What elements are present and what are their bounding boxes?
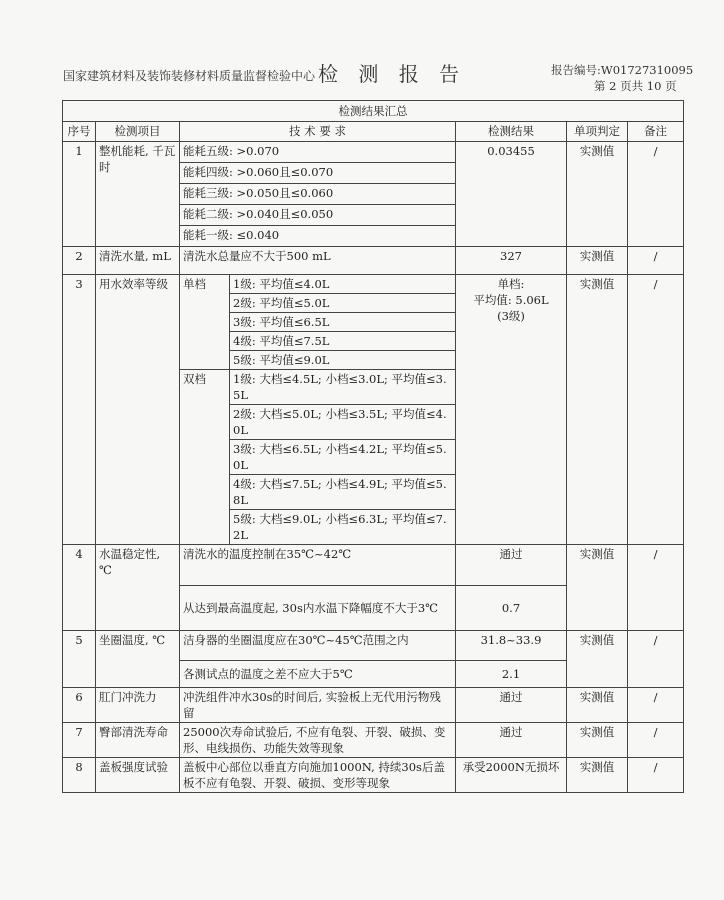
requirement: 3级: 平均值≤6.5L xyxy=(230,313,456,332)
test-item: 清洗水量, mL xyxy=(96,247,180,275)
report-number: 报告编号:W01727310095 xyxy=(551,63,694,77)
note: / xyxy=(628,723,684,758)
test-item: 盖板强度试验 xyxy=(96,758,180,793)
test-item: 整机能耗, 千瓦时 xyxy=(96,142,180,247)
requirement: 1级: 大档≤4.5L; 小档≤3.0L; 平均值≤3.5L xyxy=(230,370,456,405)
requirement: 5级: 大档≤9.0L; 小档≤6.3L; 平均值≤7.2L xyxy=(230,510,456,545)
verdict: 实测值 xyxy=(567,758,628,793)
requirement: 能耗三级: >0.050且≤0.060 xyxy=(180,184,456,205)
requirement: 清洗水的温度控制在35℃~42℃ xyxy=(180,545,456,586)
row-number: 3 xyxy=(63,275,96,545)
result-line: (3级) xyxy=(497,309,525,323)
table-row xyxy=(63,545,684,586)
note: / xyxy=(628,688,684,723)
sub-label: 单档 xyxy=(180,275,230,370)
test-result: 31.8~33.9 xyxy=(456,631,567,661)
table-row xyxy=(63,723,684,758)
col-header: 技 术 要 求 xyxy=(180,122,456,142)
col-header: 序号 xyxy=(63,122,96,142)
requirement: 2级: 大档≤5.0L; 小档≤3.5L; 平均值≤4.0L xyxy=(230,405,456,440)
table-row xyxy=(63,275,684,294)
row-number: 5 xyxy=(63,631,96,688)
test-result: 0.03455 xyxy=(456,142,567,247)
verdict: 实测值 xyxy=(567,247,628,275)
col-header: 备注 xyxy=(628,122,684,142)
requirement: 各测试点的温度之差不应大于5℃ xyxy=(180,661,456,688)
test-result: 2.1 xyxy=(456,661,567,688)
note: / xyxy=(628,247,684,275)
requirement: 清洗水总量应不大于500 mL xyxy=(180,247,456,275)
col-header: 检测项目 xyxy=(96,122,180,142)
table-row xyxy=(63,688,684,723)
note: / xyxy=(628,275,684,545)
requirement: 能耗四级: >0.060且≤0.070 xyxy=(180,163,456,184)
requirement: 从达到最高温度起, 30s内水温下降幅度不大于3℃ xyxy=(180,586,456,631)
note: / xyxy=(628,631,684,688)
verdict: 实测值 xyxy=(567,723,628,758)
row-number: 1 xyxy=(63,142,96,247)
verdict: 实测值 xyxy=(567,275,628,545)
requirement: 2级: 平均值≤5.0L xyxy=(230,294,456,313)
test-item: 坐圈温度, ℃ xyxy=(96,631,180,688)
row-number: 4 xyxy=(63,545,96,631)
note: / xyxy=(628,545,684,631)
test-result: 通过 xyxy=(456,723,567,758)
table-row xyxy=(63,142,684,163)
requirement: 25000次寿命试验后, 不应有龟裂、开裂、破损、变形、电线损伤、功能失效等现象 xyxy=(180,723,456,758)
table-row xyxy=(63,631,684,661)
requirement: 盖板中心部位以垂直方向施加1000N, 持续30s后盖板不应有龟裂、开裂、破损、变形等现象 xyxy=(180,758,456,793)
verdict: 实测值 xyxy=(567,631,628,688)
col-header: 单项判定 xyxy=(567,122,628,142)
requirement: 1级: 平均值≤4.0L xyxy=(230,275,456,294)
page-indicator: 第 2 页共 10 页 xyxy=(594,79,677,93)
verdict: 实测值 xyxy=(567,545,628,631)
row-number: 6 xyxy=(63,688,96,723)
requirement: 冲洗组件冲水30s的时间后, 实验板上无代用污物残留 xyxy=(180,688,456,723)
row-number: 2 xyxy=(63,247,96,275)
test-result xyxy=(456,275,567,545)
requirement: 能耗二级: >0.040且≤0.050 xyxy=(180,205,456,226)
test-result: 0.7 xyxy=(456,586,567,631)
test-result: 承受2000N无损坏 xyxy=(456,758,567,793)
test-result: 通过 xyxy=(456,545,567,586)
requirement: 4级: 大档≤7.5L; 小档≤4.9L; 平均值≤5.8L xyxy=(230,475,456,510)
test-item: 臀部清洗寿命 xyxy=(96,723,180,758)
requirement: 能耗一级: ≤0.040 xyxy=(180,226,456,247)
result-line: 平均值: 5.06L xyxy=(473,293,549,307)
requirement: 洁身器的坐圈温度应在30℃~45℃范围之内 xyxy=(180,631,456,661)
note: / xyxy=(628,142,684,247)
row-number: 7 xyxy=(63,723,96,758)
requirement: 5级: 平均值≤9.0L xyxy=(230,351,456,370)
test-item: 用水效率等级 xyxy=(96,275,180,545)
requirement: 能耗五级: >0.070 xyxy=(180,142,456,163)
test-result: 327 xyxy=(456,247,567,275)
test-item: 肛门冲洗力 xyxy=(96,688,180,723)
note: / xyxy=(628,758,684,793)
requirement: 3级: 大档≤6.5L; 小档≤4.2L; 平均值≤5.0L xyxy=(230,440,456,475)
test-result: 通过 xyxy=(456,688,567,723)
verdict: 实测值 xyxy=(567,142,628,247)
table-caption: 检测结果汇总 xyxy=(63,101,684,122)
col-header: 检测结果 xyxy=(456,122,567,142)
org-name: 国家建筑材料及装饰装修材料质量监督检验中心 xyxy=(63,69,316,83)
page-title: 检 测 报 告 xyxy=(318,62,467,86)
sub-label: 双档 xyxy=(180,370,230,545)
table-row xyxy=(63,247,684,275)
result-line: 单档: xyxy=(497,277,525,291)
test-item: 水温稳定性, ℃ xyxy=(96,545,180,631)
table-row xyxy=(63,758,684,793)
row-number: 8 xyxy=(63,758,96,793)
verdict: 实测值 xyxy=(567,688,628,723)
requirement: 4级: 平均值≤7.5L xyxy=(230,332,456,351)
results-table xyxy=(62,100,684,793)
